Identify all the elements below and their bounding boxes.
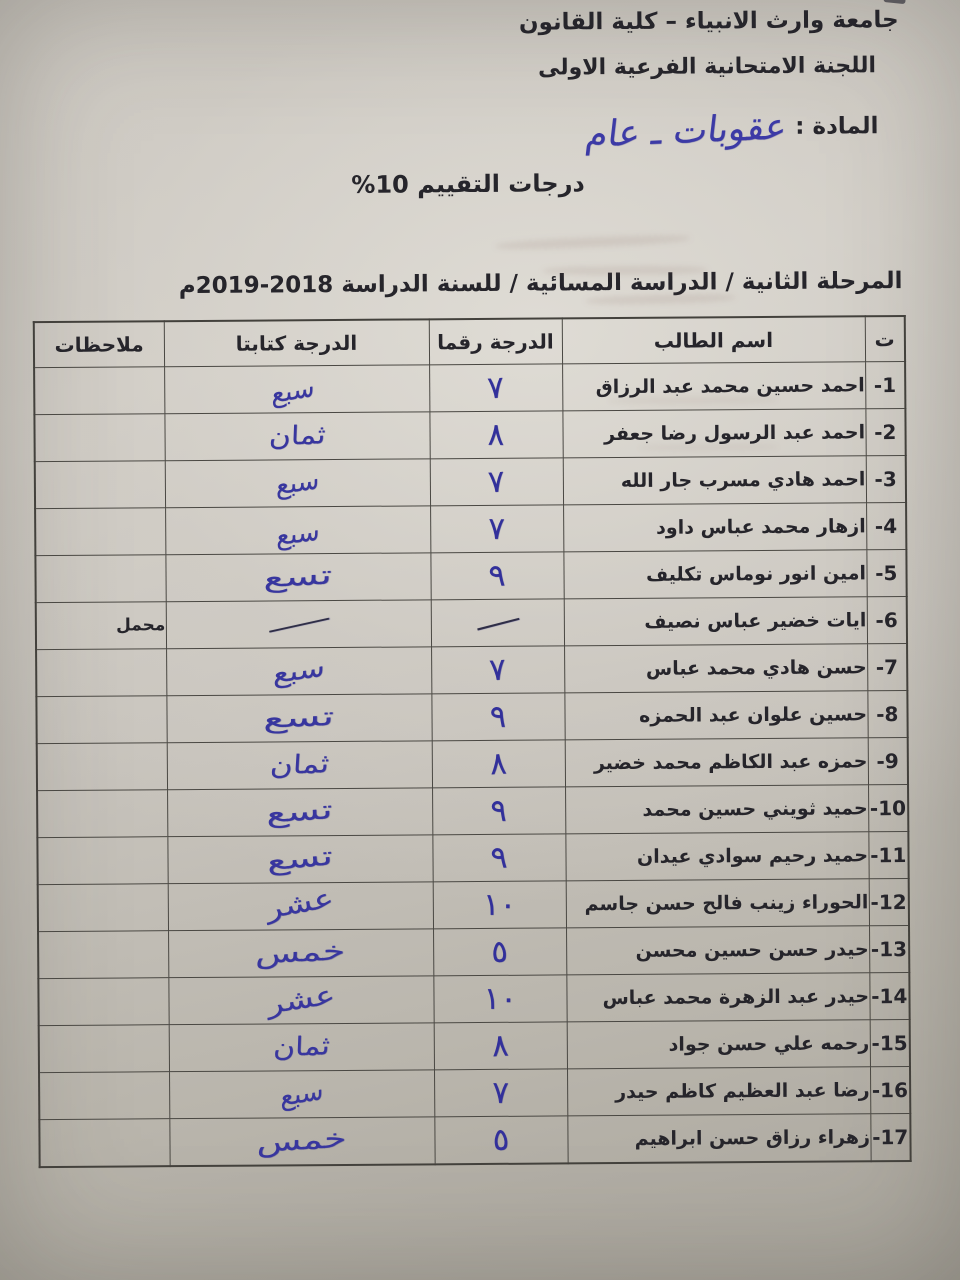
grade-numeric-handwritten: ٧: [486, 368, 506, 406]
subject-handwritten-value: عقوبات ـ عام: [583, 106, 790, 156]
grade-numeric-handwritten: ٩: [489, 698, 507, 735]
note: [35, 461, 165, 509]
row-index: 7-: [867, 644, 907, 691]
grade-written-dash: —: [262, 602, 335, 647]
row-index: 8-: [867, 691, 907, 738]
row-index: 15-: [870, 1020, 910, 1067]
grade-written-handwritten: خمس: [255, 936, 347, 971]
table-row: [38, 926, 909, 979]
note: [35, 508, 165, 556]
note: [37, 743, 167, 791]
evaluation-title: درجات التقييم 10%: [351, 169, 585, 199]
grade-written-handwritten: خمس: [256, 1123, 348, 1159]
table-row: [34, 362, 905, 415]
grade-numeric-handwritten: ٩: [490, 792, 508, 829]
row-index: 9-: [868, 738, 908, 785]
student-name: احمد هادي مسرب جار الله: [563, 456, 866, 505]
table-row: [36, 644, 907, 697]
row-index: 3-: [866, 456, 906, 503]
student-name: ايات خضير عباس نصيف: [564, 597, 867, 646]
row-index: 14-: [869, 973, 909, 1020]
grade-written-handwritten: سبع: [275, 516, 320, 553]
grade-numeric-handwritten: ٩: [489, 838, 509, 876]
grade-numeric-handwritten: ٥: [491, 1120, 511, 1158]
grade-numeric-handwritten: ١٠: [483, 980, 517, 1017]
student-name: حسن هادي محمد عباس: [564, 644, 867, 693]
header-grade-written: الدرجة كتابتا: [164, 319, 429, 366]
table-row: [37, 832, 908, 885]
stage-line: المرحلة الثانية / الدراسة المسائية / للسنة الدراسة 2018-2019م: [178, 268, 903, 300]
student-name: احمد عبد الرسول رضا جعفر: [562, 409, 865, 458]
header-grade-numeric: الدرجة رقما: [429, 318, 562, 364]
grade-numeric-handwritten: ٧: [488, 510, 506, 547]
bleed-through-mark: [495, 233, 690, 251]
note: [39, 1025, 169, 1073]
student-name: حميد رحيم سوادي عيدان: [565, 832, 868, 881]
note: [38, 931, 168, 979]
grade-written-handwritten: تسع: [263, 560, 333, 595]
table-row: [38, 879, 909, 932]
grade-numeric-handwritten: ٥: [490, 932, 510, 970]
grade-written-handwritten: سبع: [272, 652, 325, 691]
row-index: 6-: [867, 597, 907, 644]
student-name: حيدر حسن حسين محسن: [566, 926, 869, 975]
row-index: 2-: [865, 409, 905, 456]
table-row: [38, 973, 909, 1026]
note: [34, 414, 164, 462]
student-name: رضا عبد العظيم كاظم حيدر: [567, 1067, 870, 1116]
student-name: رحمه علي حسن جواد: [567, 1020, 870, 1069]
table-row: [37, 785, 908, 838]
grade-numeric-handwritten: ٧: [492, 1074, 510, 1111]
grade-written-handwritten: عشر: [265, 979, 337, 1021]
grade-written-handwritten: تسع: [266, 795, 334, 830]
table-row: [34, 409, 905, 462]
grade-numeric-handwritten: ٧: [486, 462, 506, 500]
student-name: حسين علوان عبد الحمزه: [564, 691, 867, 740]
grade-numeric-handwritten: ٨: [487, 416, 505, 453]
table-row: [36, 691, 907, 744]
grade-written-handwritten: ثمان: [272, 1031, 331, 1064]
table-header-row: [34, 316, 905, 368]
header-notes: ملاحظات: [34, 321, 164, 367]
row-index: 1-: [865, 362, 905, 409]
grade-written-handwritten: تسع: [265, 841, 335, 878]
subject-line: [583, 101, 879, 156]
table-row: [37, 738, 908, 791]
grade-numeric-handwritten: ٧: [488, 650, 508, 688]
university-title: جامعة وارث الانبياء – كلية القانون: [518, 7, 899, 36]
note: [37, 790, 167, 838]
subject-label: المادة :: [795, 113, 879, 140]
row-index: 5-: [866, 550, 906, 597]
grade-written-handwritten: ثمان: [268, 420, 326, 453]
grade-written-handwritten: تسع: [263, 701, 335, 735]
note: [35, 555, 165, 603]
note: [36, 649, 166, 697]
grade-numeric-handwritten: ١٠: [482, 886, 517, 923]
student-name: احمد حسين محمد عبد الرزاق: [562, 362, 865, 411]
table-row: [39, 1114, 910, 1168]
note: [38, 978, 168, 1026]
student-name: الحوراء زينب فالح حسن جاسم: [566, 879, 869, 928]
row-index: 4-: [866, 503, 906, 550]
table-row: [35, 503, 906, 556]
student-name: حيدر عبد الزهرة محمد عباس: [566, 973, 869, 1022]
grade-written-handwritten: سبع: [280, 1075, 324, 1113]
grade-written-handwritten: ثمان: [268, 748, 330, 782]
student-name: ازهار محمد عباس داود: [563, 503, 866, 552]
grade-written-handwritten: سبع: [271, 372, 315, 411]
cutoff-text-fragment: [883, 0, 905, 4]
table-row: [36, 597, 907, 650]
note: [34, 367, 164, 415]
table-row: [35, 550, 906, 603]
note: [39, 1072, 169, 1120]
table-row: [39, 1020, 910, 1073]
row-index: 17-: [870, 1114, 910, 1162]
student-name: حمزه عبد الكاظم محمد خضير: [565, 738, 868, 787]
note: [39, 1119, 169, 1167]
grade-numeric-dash: —: [470, 600, 525, 645]
note: محمل: [36, 602, 166, 650]
table-row: [35, 456, 906, 509]
row-index: 11-: [868, 832, 908, 879]
row-index: 10-: [868, 785, 908, 832]
row-index: 12-: [869, 879, 909, 926]
grade-written-handwritten: عشر: [263, 883, 336, 926]
note: [38, 884, 168, 932]
student-name: زهراء رزاق حسن ابراهيم: [567, 1114, 870, 1164]
header-index: ت: [865, 316, 905, 362]
table-row: [39, 1067, 910, 1120]
grade-numeric-handwritten: ٨: [488, 744, 508, 782]
grade-numeric-handwritten: ٨: [490, 1026, 510, 1064]
row-index: 13-: [869, 926, 909, 973]
note: [37, 837, 167, 885]
committee-line: اللجنة الامتحانية الفرعية الاولى: [537, 53, 877, 81]
student-name: امين انور نوماس تكليف: [563, 550, 866, 599]
grade-numeric-handwritten: ٩: [487, 556, 507, 594]
student-name: حميد ثويني حسين محمد: [565, 785, 868, 834]
note: [36, 696, 166, 744]
row-index: 16-: [870, 1067, 910, 1114]
header-student-name: اسم الطالب: [562, 316, 865, 364]
grades-table: [33, 315, 912, 1168]
grade-written-handwritten: سبع: [275, 464, 320, 502]
